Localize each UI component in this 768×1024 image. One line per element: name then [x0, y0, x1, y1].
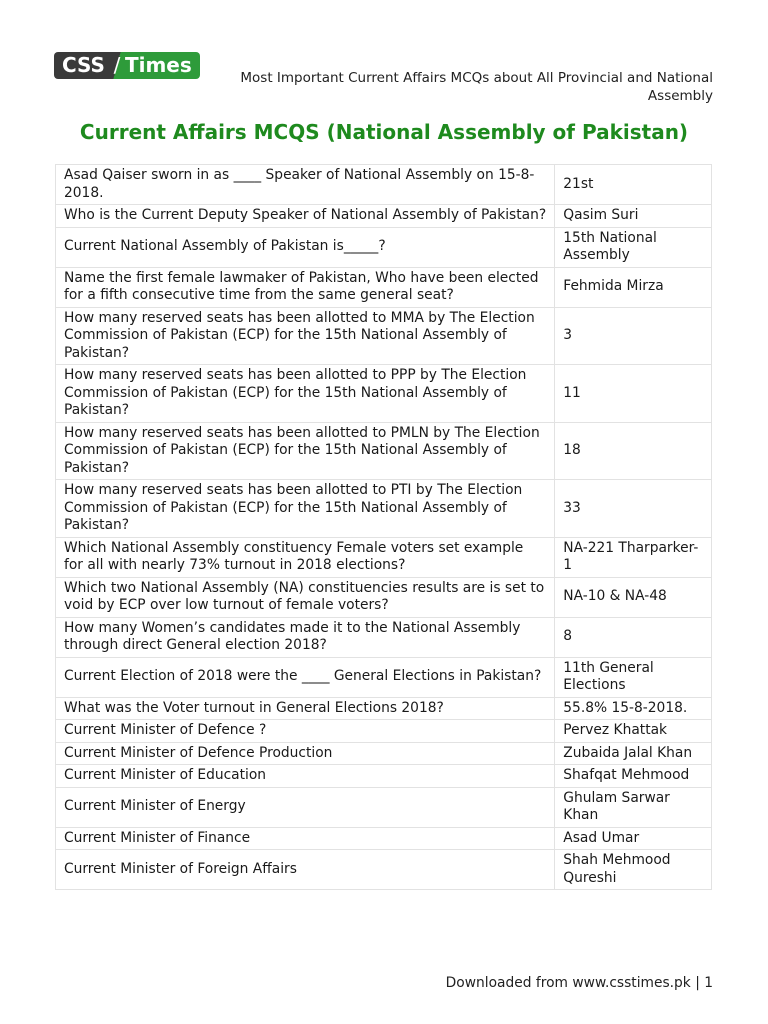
logo-css-text: CSS — [54, 52, 111, 79]
question-cell: Asad Qaiser sworn in as ____ Speaker of National Assembly on 15-8-2018. — [56, 165, 555, 205]
answer-cell: Qasim Suri — [555, 205, 712, 228]
mcq-table-body — [56, 165, 712, 890]
table-row — [56, 267, 712, 307]
answer-cell: 11 — [555, 365, 712, 423]
page-footer: Downloaded from www.csstimes.pk | 1 — [445, 975, 713, 991]
question-cell: Current Election of 2018 were the ____ General Elections in Pakistan? — [56, 657, 555, 697]
answer-cell: 55.8% 15-8-2018. — [555, 697, 712, 720]
table-row — [56, 537, 712, 577]
answer-cell: Asad Umar — [555, 827, 712, 850]
answer-cell: Pervez Khattak — [555, 720, 712, 743]
table-row — [56, 787, 712, 827]
logo-times-text: Times — [123, 52, 200, 79]
answer-cell: Zubaida Jalal Khan — [555, 742, 712, 765]
table-row — [56, 850, 712, 890]
answer-cell: Shafqat Mehmood — [555, 765, 712, 788]
question-cell: Current Minister of Energy — [56, 787, 555, 827]
answer-cell: 18 — [555, 422, 712, 480]
page-title: Current Affairs MCQS (National Assembly of Pakistan) — [79, 120, 689, 144]
question-cell: Current Minister of Foreign Affairs — [56, 850, 555, 890]
question-cell: How many reserved seats has been allotted to PMLN by The Election Commission of Pakistan (ECP) for the 15th National Assembly of Pakistan? — [56, 422, 555, 480]
table-row — [56, 697, 712, 720]
answer-cell: 3 — [555, 307, 712, 365]
answer-cell: 8 — [555, 617, 712, 657]
answer-cell: 15th National Assembly — [555, 227, 712, 267]
question-cell: What was the Voter turnout in General Elections 2018? — [56, 697, 555, 720]
question-cell: How many reserved seats has been allotted to MMA by The Election Commission of Pakistan (ECP) for the 15th National Assembly of Pakistan? — [56, 307, 555, 365]
table-row — [56, 765, 712, 788]
table-row — [56, 742, 712, 765]
table-row — [56, 480, 712, 538]
question-cell: Who is the Current Deputy Speaker of National Assembly of Pakistan? — [56, 205, 555, 228]
csstimes-logo — [54, 52, 200, 79]
answer-cell: NA-221 Tharparker-1 — [555, 537, 712, 577]
table-row — [56, 365, 712, 423]
mcq-table — [55, 164, 712, 890]
table-row — [56, 617, 712, 657]
answer-cell: Shah Mehmood Qureshi — [555, 850, 712, 890]
question-cell: Current Minister of Finance — [56, 827, 555, 850]
table-row — [56, 165, 712, 205]
table-row — [56, 227, 712, 267]
question-cell: How many Women’s candidates made it to the National Assembly through direct General election 2018? — [56, 617, 555, 657]
question-cell: Which National Assembly constituency Female voters set example for all with nearly 73% turnout in 2018 elections? — [56, 537, 555, 577]
answer-cell: Ghulam Sarwar Khan — [555, 787, 712, 827]
table-row — [56, 205, 712, 228]
table-row — [56, 577, 712, 617]
question-cell: Current National Assembly of Pakistan is_____? — [56, 227, 555, 267]
logo-slash: / — [111, 52, 123, 79]
answer-cell: 11th General Elections — [555, 657, 712, 697]
header-subtitle: Most Important Current Affairs MCQs about All Provincial and National Assembly — [240, 70, 713, 104]
question-cell: Current Minister of Education — [56, 765, 555, 788]
answer-cell: Fehmida Mirza — [555, 267, 712, 307]
question-cell: Current Minister of Defence ? — [56, 720, 555, 743]
table-row — [56, 422, 712, 480]
answer-cell: 33 — [555, 480, 712, 538]
question-cell: Name the first female lawmaker of Pakistan, Who have been elected for a fifth consecutive time from the same general seat? — [56, 267, 555, 307]
answer-cell: 21st — [555, 165, 712, 205]
question-cell: Which two National Assembly (NA) constituencies results are is set to void by ECP over low turnout of female voters? — [56, 577, 555, 617]
table-row — [56, 657, 712, 697]
table-row — [56, 720, 712, 743]
table-row — [56, 827, 712, 850]
table-row — [56, 307, 712, 365]
question-cell: How many reserved seats has been allotted to PTI by The Election Commission of Pakistan (ECP) for the 15th National Assembly of Pakistan? — [56, 480, 555, 538]
answer-cell: NA-10 & NA-48 — [555, 577, 712, 617]
question-cell: Current Minister of Defence Production — [56, 742, 555, 765]
question-cell: How many reserved seats has been allotted to PPP by The Election Commission of Pakistan (ECP) for the 15th National Assembly of Pakistan? — [56, 365, 555, 423]
